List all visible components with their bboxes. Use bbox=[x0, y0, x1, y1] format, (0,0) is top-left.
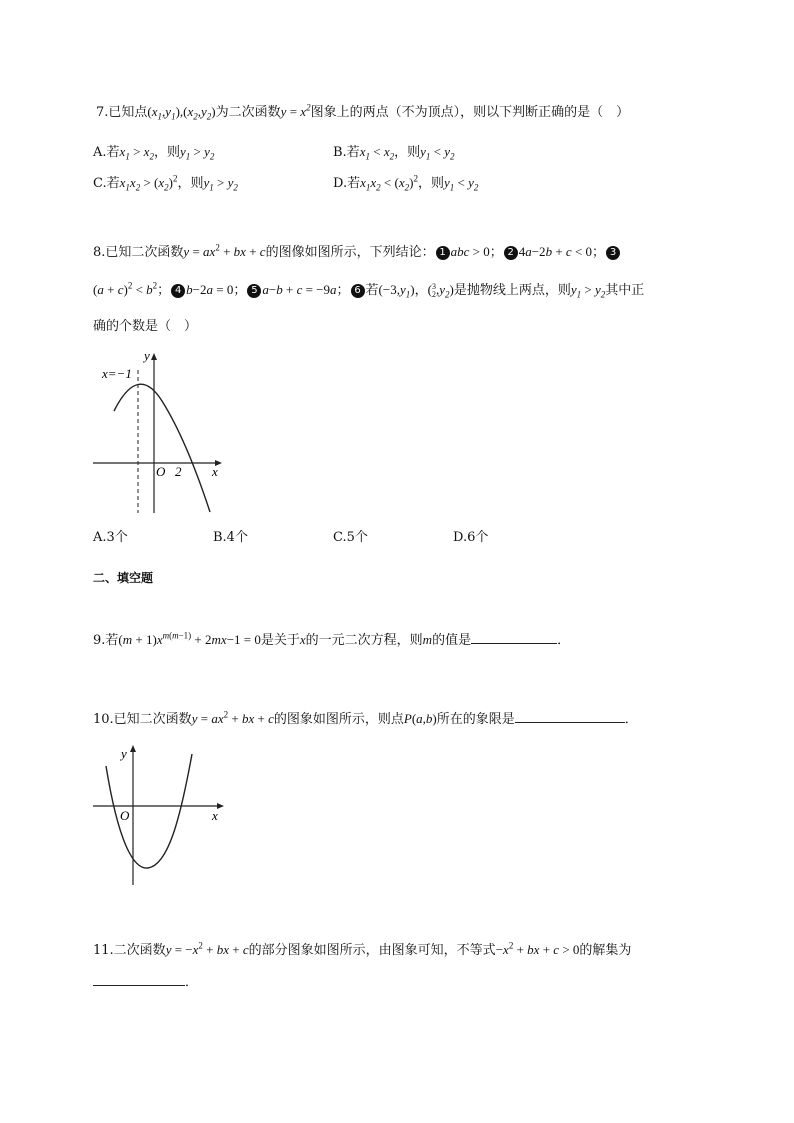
q8-option-b: B.4个 bbox=[213, 530, 248, 545]
q7-option-b: B.若$x_1 < x_2$，则$y_1 < y_2$ bbox=[333, 144, 455, 162]
q8-label-x: x bbox=[212, 464, 218, 479]
section-heading-fill-blank: 二、填空题 bbox=[93, 571, 154, 585]
q8-label-2: 2 bbox=[175, 464, 182, 479]
q8-parabola-curve bbox=[114, 384, 210, 512]
q8-option-c: C.5个 bbox=[333, 530, 368, 545]
q9-answer-blank[interactable] bbox=[471, 631, 557, 644]
q7-stem: 7.已知点$(x_1,y_1),(x_2,y_2)$为二次函数$y = x^2$图象上的两点（不为顶点），则以下判断正确的是（ ） bbox=[96, 102, 630, 122]
q9-stem: 9.若$(m + 1)x^{m(m-1)} + 2mx-1 = 0$是关于x的一元二次方程，则m的值是 ． bbox=[93, 630, 571, 648]
q8-y-axis-arrow bbox=[151, 353, 157, 360]
q8-label-y: y bbox=[144, 348, 150, 363]
q8-stem-line1: 8.已知二次函数$y = ax^2$ + bx + c的图像如图所示，下列结论： 1 abc > 0； 2 4a−2b + c < 0； 3 bbox=[93, 243, 621, 262]
q11-answer-line: ． bbox=[93, 973, 198, 992]
q8-option-a: A.3个 bbox=[93, 530, 128, 545]
q7-option-a: A.若$x_1 > x_2$，则$y_1 > y_2$ bbox=[93, 144, 215, 162]
q11-answer-blank[interactable] bbox=[93, 973, 185, 986]
q11-stem: 11.二次函数$y = -x^2$ + bx + c的部分图象如图所示，由图象可知，不等式$-x^2$ + bx + c > 0的解集为 bbox=[93, 940, 632, 958]
q10-parabola-graph bbox=[88, 740, 233, 890]
q7-option-c: C.若$x_1x_2 > (x_2)^2$，则$y_1 > y_2$ bbox=[93, 173, 238, 193]
q10-parabola-curve bbox=[106, 754, 192, 868]
q10-y-axis-arrow bbox=[130, 745, 136, 752]
q8-option-d: D.6个 bbox=[453, 530, 489, 545]
q8-label-axis-line: x=−1 bbox=[102, 366, 132, 381]
q7-option-d: D.若$x_1x_2 < (x_2)^2$，则$y_1 < y_2$ bbox=[333, 173, 479, 193]
q8-parabola-graph bbox=[88, 348, 228, 518]
q10-label-origin: O bbox=[120, 808, 130, 823]
q8-label-origin: O bbox=[156, 464, 166, 479]
q8-stem-line2: $(a + c)^2 < b^2$； 4 b−2a = 0； 5 a−b + c = −9a； 6 若$(-3,y_1)$，( 3 2 $,y_2$)是抛物线上两点，则$y_1 > y_2$其中正 bbox=[93, 280, 645, 300]
q10-stem: 10.已知二次函数$y = ax^2$ + bx + c的图象如图所示，则点P(a,b)所在的象限是 ． bbox=[93, 709, 638, 727]
q8-stem-line3: 确的个数是（ ） bbox=[93, 319, 198, 334]
q10-label-y: y bbox=[121, 746, 127, 761]
q10-answer-blank[interactable] bbox=[515, 710, 625, 723]
q10-label-x: x bbox=[212, 808, 218, 823]
q10-x-axis-arrow bbox=[217, 803, 224, 809]
